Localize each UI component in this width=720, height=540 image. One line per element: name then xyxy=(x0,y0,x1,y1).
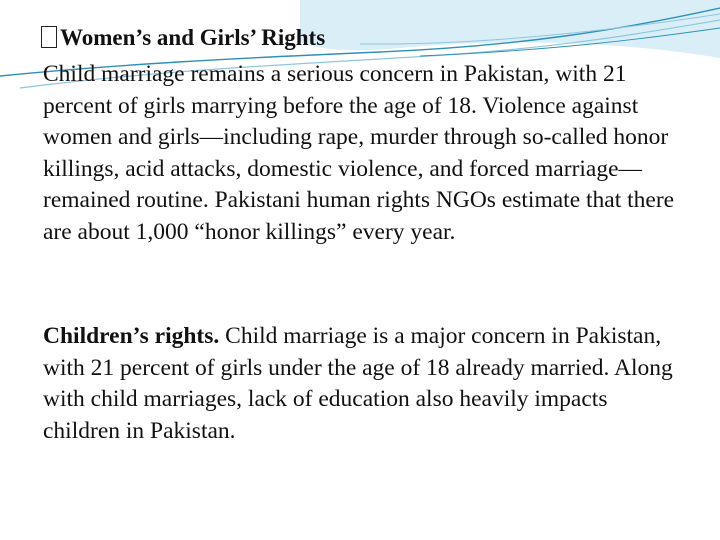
paragraph-lead: Children’s rights. xyxy=(43,323,220,349)
paragraph-women-rights: Child marriage remains a serious concern in Pakistan, with 21 percent of girls marrying before the age of 18. Violence against women and girls—including rape, murder through so-called honor killings, acid attacks, domestic violence, and forced marriage—remained routine. Pakistani human rights NGOs estimate that there are about 1,000 “honor killings” every year. xyxy=(43,61,675,245)
missing-glyph-icon xyxy=(41,26,57,48)
slide-title-row xyxy=(41,24,681,52)
paragraph-body: Child marriage is a major concern in Pakistan, with 21 percent of girls under the age of 18 already married. Along with child marriages, lack of education also heavily impacts children in Pakistan. xyxy=(43,323,673,444)
slide-title: Women’s and Girls’ Rights xyxy=(60,25,326,50)
paragraph-children-rights xyxy=(43,321,683,447)
